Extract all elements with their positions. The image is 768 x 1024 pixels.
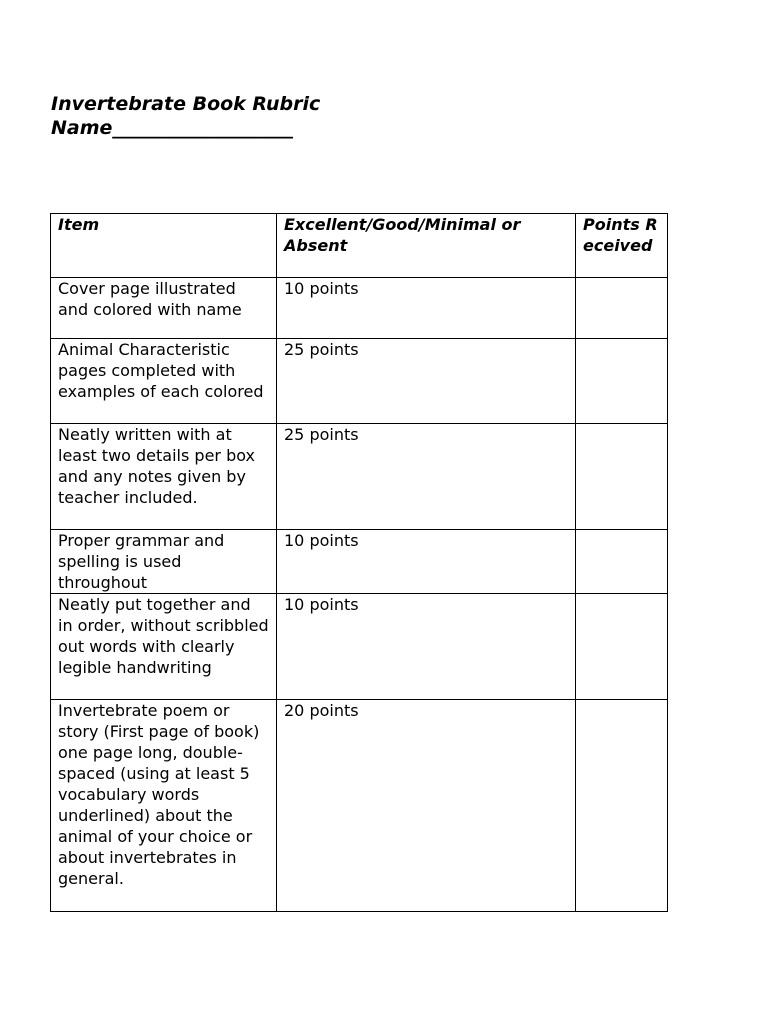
- name-field-label: Name___________________: [51, 117, 293, 139]
- table-row: [51, 700, 668, 912]
- column-header-rating: Excellent/Good/Minimal or Absent: [277, 214, 576, 278]
- rubric-table: [50, 213, 668, 912]
- received-cell: [576, 424, 668, 530]
- received-cell: [576, 594, 668, 700]
- table-row: [51, 339, 668, 424]
- points-cell: 25 points: [277, 339, 576, 424]
- received-cell: [576, 339, 668, 424]
- item-cell: Animal Characteristic pages completed with examples of each colored: [51, 339, 277, 424]
- item-cell: Cover page illustrated and colored with name: [51, 278, 277, 339]
- table-row: [51, 530, 668, 594]
- received-cell: [576, 278, 668, 339]
- item-cell: Neatly put together and in order, without scribbled out words with clearly legible handwriting: [51, 594, 277, 700]
- table-row: [51, 424, 668, 530]
- points-cell: 10 points: [277, 278, 576, 339]
- table-row: [51, 278, 668, 339]
- received-cell: [576, 530, 668, 594]
- item-cell: Proper grammar and spelling is used throughout: [51, 530, 277, 594]
- document-title: Invertebrate Book Rubric: [51, 93, 321, 115]
- points-cell: 10 points: [277, 594, 576, 700]
- item-cell: Invertebrate poem or story (First page of book) one page long, double-spaced (using at least 5 vocabulary words underlined) about the animal of your choice or about invertebrates in general.: [51, 700, 277, 912]
- points-cell: 25 points: [277, 424, 576, 530]
- column-header-points-received: Points Received: [576, 214, 668, 278]
- item-cell: Neatly written with at least two details per box and any notes given by teacher included.: [51, 424, 277, 530]
- points-cell: 10 points: [277, 530, 576, 594]
- table-header-row: [51, 214, 668, 278]
- table-row: [51, 594, 668, 700]
- document-header: [51, 92, 320, 140]
- received-cell: [576, 700, 668, 912]
- column-header-item: Item: [51, 214, 277, 278]
- points-cell: 20 points: [277, 700, 576, 912]
